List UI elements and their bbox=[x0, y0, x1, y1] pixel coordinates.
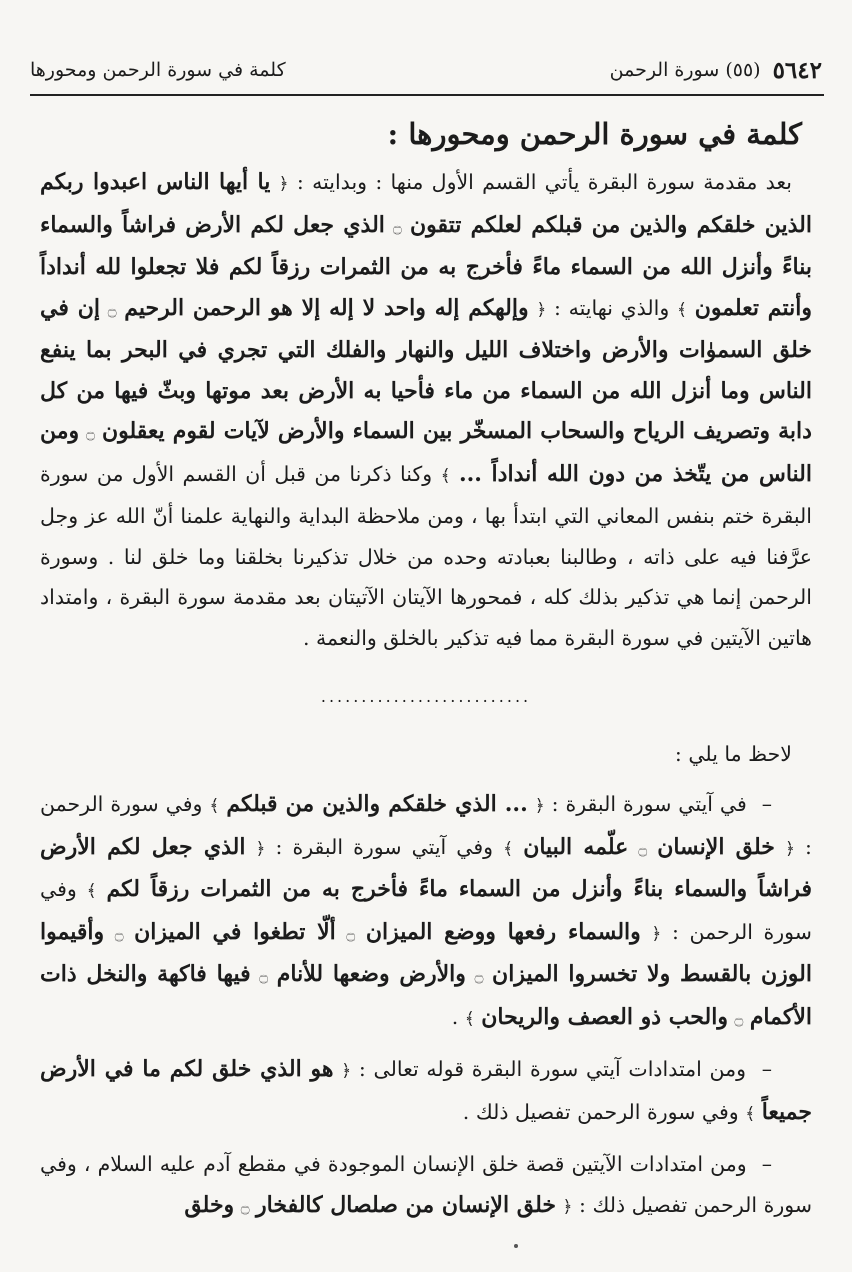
verse-separator: ۝ bbox=[86, 424, 95, 442]
ornate-bracket-open: ﴿ bbox=[534, 796, 545, 816]
ornate-bracket-close: ﴾ bbox=[86, 881, 97, 901]
note-text: في آيتي سورة البقرة : bbox=[551, 792, 747, 816]
quran-verse: ألّا تطغوا في الميزان bbox=[134, 918, 336, 945]
note-item-1: – في آيتي سورة البقرة : ﴿ ... الذي خلقكم والذين من قبلكم ﴾ وفي سورة الرحمن : ﴿ خلق الإنسان ۝ علّمه البيان ﴾ وفي آيتي سورة البقرة : ﴿ الذي جعل لكم الأرض فراشاً والسماء بناءً وأنزل من السماء ماءً فأخرج به من الثمرات رزقاً لكم ﴾ وفي سورة الرحمن : ﴿ والسماء رفعها ووضع الميزان ۝ ألّا تطغوا في الميزان ۝ وأقيموا الوزن بالقسط ولا تخسروا الميزان ۝ والأرض وضعها للأنام ۝ فيها فاكهة والنخل ذات الأكمام ۝ والحب ذو العصف والريحان ﴾ . bbox=[40, 784, 812, 1039]
verse-separator: ۝ bbox=[107, 300, 117, 319]
note-item-2 bbox=[40, 1049, 812, 1134]
dotted-separator: .......................... bbox=[320, 687, 532, 706]
quran-verse: خلق الإنسان من صلصال كالفخار bbox=[256, 1191, 556, 1218]
intro-text-c: وكنا ذكرنا من قبل أن القسم الأول من سورة البقرة ختم بنفس المعاني التي ابتدأ بها ، ومن ملاحظة البداية والنهاية علمنا أنّ الله عز وجل عرَّفنا فيه على ذاته ، وطالبنا بعبادته وحده من خلال تذكيرنا بخلقنا وما خلق لنا . وسورة الرحمن إنما هي تذكير بذلك كله ، فمحورها الآيتان الآتيتان بعد مقدمة سورة البقرة ، وامتداد هاتين الآيتين في سورة البقرة مما فيه تذكير بالخلق والنعمة . bbox=[40, 461, 812, 650]
note-text: وفي سورة الرحمن : bbox=[40, 792, 812, 859]
quran-verse: وخلق bbox=[184, 1191, 235, 1218]
ornate-bracket-close: ﴾ bbox=[209, 796, 220, 816]
quran-verse: إن في خلق السموٰات والأرض واختلاف الليل والنهار والفلك التي تجري في البحر بما ينفع الناس وما أنزل الله من السماء من ماء فأحيا به الأرض بعد موتها وبثّ فيها من كل دابة وتصريف الرياح والسحاب المسخّر بين السماء والأرض لآيات لقوم يعقلون bbox=[40, 294, 812, 444]
quran-verse: الذي جعل لكم الأرض فراشاً والسماء بناءً وأنزل من السماء ماءً فأخرج به من الثمرات رزقاً لكم bbox=[40, 833, 812, 902]
page-content bbox=[40, 108, 812, 1227]
ornate-bracket-close: ﴾ bbox=[440, 465, 451, 486]
quran-verse: علّمه البيان bbox=[523, 833, 629, 860]
header-right bbox=[610, 57, 822, 84]
page-number: ٥٦٤٢ bbox=[772, 56, 822, 84]
intro-text-a: بعد مقدمة سورة البقرة يأتي القسم الأول منها : وبدايته : bbox=[296, 170, 792, 194]
quran-verse: الذي جعل لكم الأرض فراشاً والسماء بناءً وأنزل الله من السماء ماءً فأخرج به من الثمرات رزقاً لكم فلا تجعلوا لله أنداداً وأنتم تعلمون bbox=[40, 211, 812, 321]
dash-marker: – bbox=[761, 792, 773, 816]
quran-verse: والسماء رفعها ووضع الميزان bbox=[365, 918, 641, 945]
note-text: وفي سورة الرحمن : bbox=[40, 877, 812, 944]
quran-verse: وإلهكم إله واحد لا إله إلا هو الرحمن الرحيم bbox=[124, 294, 529, 321]
surah-reference: (٥٥) سورة الرحمن bbox=[609, 59, 761, 81]
quran-verse: خلق الإنسان bbox=[657, 833, 775, 860]
verse-separator: ۝ bbox=[240, 1197, 250, 1216]
intro-paragraph bbox=[40, 162, 812, 658]
section-title: كلمة في سورة الرحمن ومحورها : bbox=[387, 117, 802, 151]
running-title: كلمة في سورة الرحمن ومحورها bbox=[30, 59, 286, 81]
quran-verse: والحب ذو العصف والريحان bbox=[481, 1003, 728, 1030]
running-header bbox=[30, 50, 822, 90]
quran-verse: والأرض وضعها للأنام bbox=[276, 961, 466, 987]
note-text: وفي سورة الرحمن تفصيل ذلك . bbox=[462, 1099, 739, 1124]
verse-separator: ۝ bbox=[346, 924, 356, 943]
verse-separator: ۝ bbox=[638, 839, 648, 858]
ornate-bracket-open: ﴿ bbox=[278, 174, 289, 194]
ornate-bracket-open: ﴿ bbox=[341, 1061, 352, 1081]
quran-verse: وأقيموا الوزن بالقسط ولا تخسروا الميزان bbox=[40, 918, 812, 987]
note-item-3 bbox=[40, 1144, 812, 1227]
verse-separator: ۝ bbox=[734, 1009, 744, 1028]
ornate-bracket-open: ﴿ bbox=[651, 923, 662, 944]
note-text: ومن امتدادات آيتي سورة البقرة قوله تعالى : bbox=[358, 1057, 747, 1081]
note-text: وفي آيتي سورة البقرة : bbox=[275, 834, 494, 859]
scan-speck bbox=[514, 1244, 518, 1248]
quran-verse: ... الذي خلقكم والذين من قبلكم bbox=[226, 791, 528, 817]
note-text: ومن امتدادات الآيتين قصة خلق الإنسان الموجودة في مقطع آدم عليه السلام ، وفي سورة الرحمن تفصيل ذلك : bbox=[40, 1152, 812, 1217]
verse-separator: ۝ bbox=[393, 217, 402, 236]
quran-verse: ومن الناس من يتّخذ من دون الله أنداداً ... bbox=[40, 418, 812, 487]
verse-separator: ۝ bbox=[259, 967, 269, 985]
verse-separator: ۝ bbox=[114, 924, 124, 943]
ornate-bracket-close: ﴾ bbox=[677, 299, 687, 320]
quran-verse: يا أيها الناس اعبدوا ربكم الذين خلقكم والذين من قبلكم لعلكم تتقون bbox=[40, 169, 812, 238]
ornate-bracket-open: ﴿ bbox=[536, 299, 547, 320]
header-rule bbox=[30, 94, 824, 96]
dash-marker: – bbox=[761, 1152, 772, 1176]
ornate-bracket-close: ﴾ bbox=[464, 1008, 475, 1029]
ornate-bracket-open: ﴿ bbox=[562, 1196, 573, 1217]
ornate-bracket-open: ﴿ bbox=[784, 838, 795, 859]
ornate-bracket-close: ﴾ bbox=[503, 838, 514, 859]
notes-label: لاحظ ما يلي : bbox=[674, 742, 792, 766]
intro-text-b: والذي نهايته : bbox=[554, 295, 670, 320]
ornate-bracket-open: ﴿ bbox=[255, 838, 266, 859]
quran-verse: فيها فاكهة والنخل ذات الأكمام bbox=[40, 961, 812, 1030]
quran-verse: هو الذي خلق لكم ما في الأرض جميعاً bbox=[40, 1056, 812, 1125]
ornate-bracket-close: ﴾ bbox=[745, 1103, 756, 1124]
verse-separator: ۝ bbox=[474, 967, 484, 985]
dash-marker: – bbox=[761, 1057, 772, 1081]
